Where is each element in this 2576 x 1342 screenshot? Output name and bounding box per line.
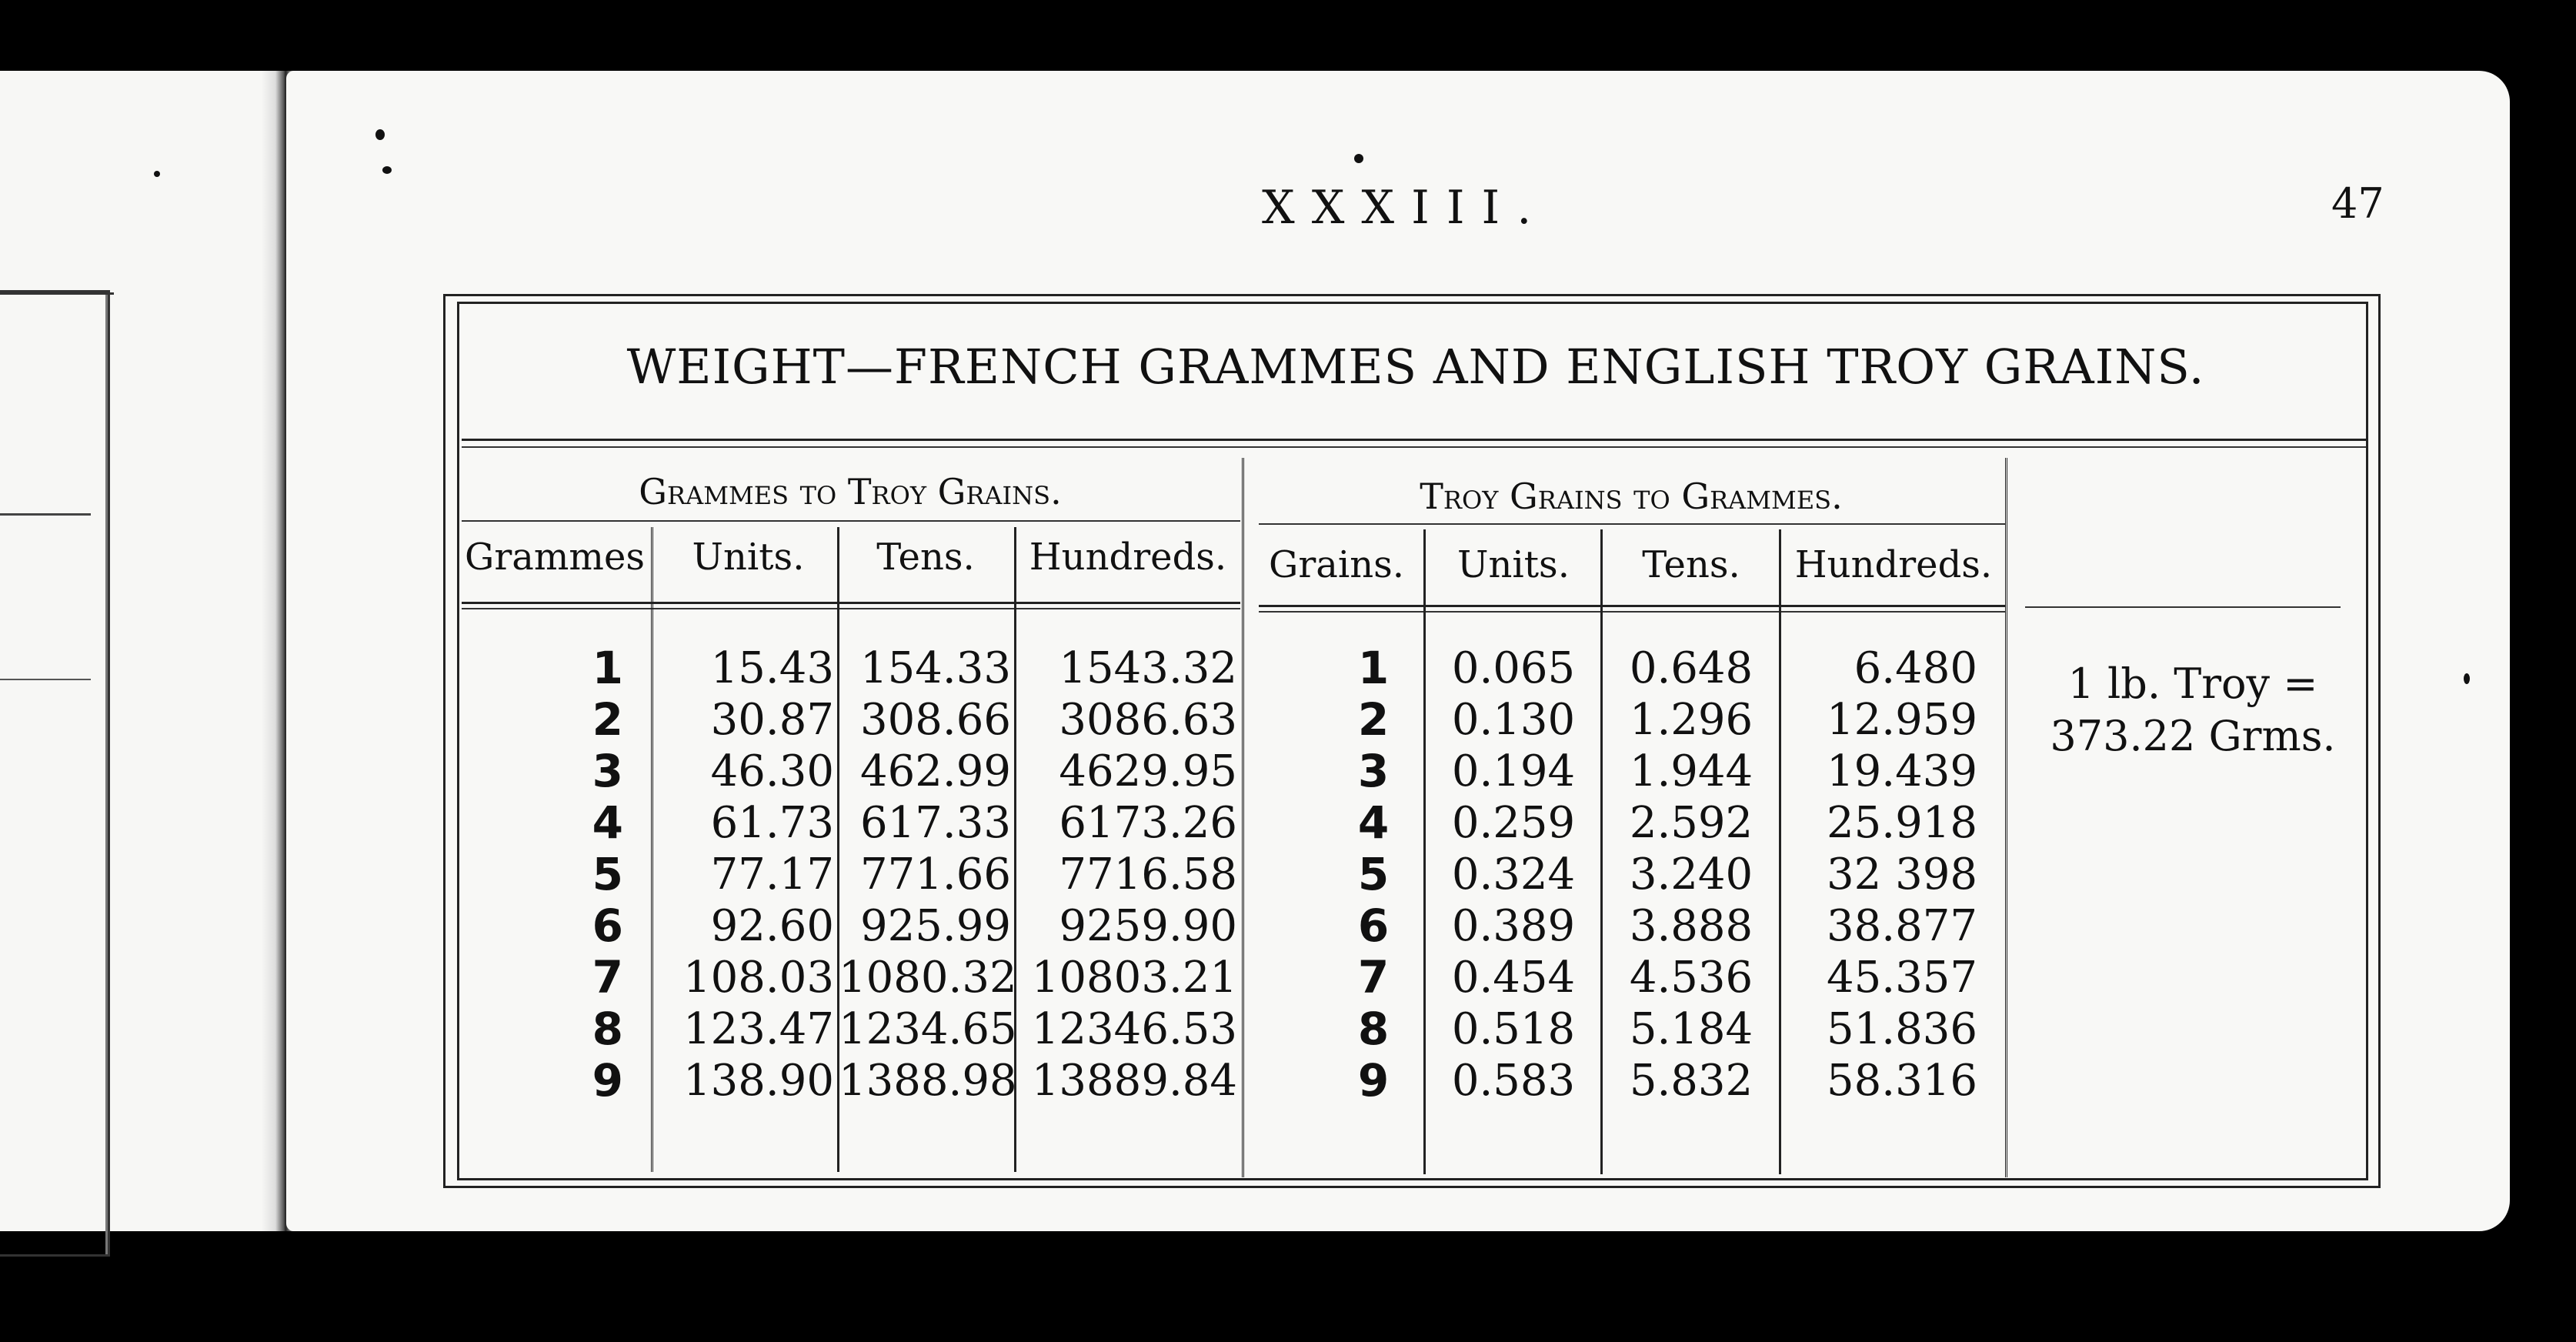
section-numeral: XXXIII. xyxy=(1262,181,1549,235)
row-index-cell: 5 xyxy=(592,848,623,900)
table-cell: 771.66 xyxy=(860,850,1011,900)
table-cell: 7716.58 xyxy=(1059,850,1237,900)
row-index-cell: 7 xyxy=(1357,951,1390,1003)
col-header-grammes: Grammes xyxy=(465,536,645,579)
table-cell: 925.99 xyxy=(860,901,1011,951)
row-index-cell: 4 xyxy=(592,796,623,849)
row-index-cell: 6 xyxy=(1357,900,1390,952)
table-cell: 30.87 xyxy=(710,695,834,745)
table-cell: 45.357 xyxy=(1827,953,1977,1003)
table-cell: 38.877 xyxy=(1827,901,1977,951)
table-cell: 0.518 xyxy=(1451,1004,1576,1054)
row-index-cell: 4 xyxy=(1357,796,1390,849)
column-divider xyxy=(1779,529,1781,1174)
group-title-grains-to-grammes: Troy Grains to Grammes. xyxy=(1420,476,1843,517)
table-cell: 61.73 xyxy=(710,798,834,848)
table-cell: 6173.26 xyxy=(1059,798,1237,848)
col-header-units: Units. xyxy=(1457,543,1570,586)
table-cell: 0.324 xyxy=(1451,850,1576,900)
column-header-rule xyxy=(1259,605,2005,607)
left-page-table-frame xyxy=(0,290,110,1257)
table-cell: 3.240 xyxy=(1629,850,1753,900)
table-cell: 1543.32 xyxy=(1059,643,1237,693)
row-index-cell: 2 xyxy=(592,693,623,746)
column-header-rule xyxy=(462,608,1240,609)
column-header-rule xyxy=(462,602,1240,604)
table-cell: 1.296 xyxy=(1629,695,1753,745)
table-cell: 12346.53 xyxy=(1031,1004,1237,1054)
table-cell: 0.583 xyxy=(1451,1056,1576,1106)
table-cell: 1388.98 xyxy=(839,1056,1017,1106)
group-title-grammes-to-grains: Grammes to Troy Grains. xyxy=(639,471,1062,512)
table-cell: 9259.90 xyxy=(1059,901,1237,951)
column-header-rule xyxy=(1259,611,2005,613)
row-index-cell: 2 xyxy=(1357,693,1390,746)
table-cell: 154.33 xyxy=(860,643,1011,693)
table-cell: 4.536 xyxy=(1629,953,1753,1003)
column-grammes xyxy=(462,643,623,1107)
table-cell: 0.194 xyxy=(1451,746,1576,796)
table-cell: 5.184 xyxy=(1629,1004,1753,1054)
table-cell: 6.480 xyxy=(1854,643,1977,693)
row-index-cell: 1 xyxy=(1357,642,1390,694)
table-cell: 3.888 xyxy=(1629,901,1753,951)
column-hundreds xyxy=(1784,643,1977,1107)
row-index-cell: 8 xyxy=(1357,1003,1390,1055)
table-cell: 13889.84 xyxy=(1031,1056,1237,1106)
table-cell: 1.944 xyxy=(1629,746,1753,796)
group-title-rule xyxy=(462,520,1240,522)
table-cell: 4629.95 xyxy=(1059,746,1237,796)
row-index-cell: 1 xyxy=(592,642,623,694)
page-number: 47 xyxy=(2331,179,2384,228)
column-tens xyxy=(839,643,1017,1107)
table-cell: 77.17 xyxy=(710,850,834,900)
table-cell: 0.389 xyxy=(1451,901,1576,951)
table-cell: 15.43 xyxy=(710,643,834,693)
column-units xyxy=(1428,643,1599,1107)
col-header-units: Units. xyxy=(692,536,805,579)
table-cell: 0.259 xyxy=(1451,798,1576,848)
column-grains xyxy=(1331,643,1416,1107)
table-cell: 10803.21 xyxy=(1031,953,1237,1003)
left-page-rule xyxy=(0,513,91,516)
scan-speck xyxy=(375,129,385,140)
table-cell: 5.832 xyxy=(1629,1056,1753,1106)
table-cell: 12.959 xyxy=(1827,695,1977,745)
col-header-hundreds: Hundreds. xyxy=(1029,536,1227,579)
table-cell: 2.592 xyxy=(1629,798,1753,848)
table-cell: 0.065 xyxy=(1451,643,1576,693)
left-page xyxy=(0,71,279,1231)
row-index-cell: 7 xyxy=(592,951,623,1003)
row-index-cell: 9 xyxy=(592,1054,623,1107)
scan-speck xyxy=(2464,673,2470,684)
section-divider xyxy=(2005,458,2014,1177)
table-cell: 46.30 xyxy=(710,746,834,796)
table-cell: 3086.63 xyxy=(1059,695,1237,745)
title-rule xyxy=(462,446,2366,448)
row-index-cell: 5 xyxy=(1357,848,1390,900)
column-tens xyxy=(1605,643,1777,1107)
scan-speck xyxy=(1354,154,1363,163)
table-title: WEIGHT—FRENCH GRAMMES AND ENGLISH TROY GRAINS. xyxy=(626,339,2205,395)
row-index-cell: 3 xyxy=(592,745,623,797)
table-cell: 308.66 xyxy=(860,695,1011,745)
table-cell: 1080.32 xyxy=(839,953,1017,1003)
column-hundreds xyxy=(1016,643,1237,1107)
table-cell: 462.99 xyxy=(860,746,1011,796)
col-header-tens: Tens. xyxy=(1642,543,1740,586)
col-header-tens: Tens. xyxy=(876,536,975,579)
table-cell: 51.836 xyxy=(1827,1004,1977,1054)
scan-speck xyxy=(382,166,392,174)
conversion-note-line1: 1 lb. Troy = xyxy=(2067,659,2318,708)
table-cell: 123.47 xyxy=(683,1004,834,1054)
table-cell: 32 398 xyxy=(1827,850,1977,900)
table-cell: 138.90 xyxy=(683,1056,834,1106)
table-cell: 58.316 xyxy=(1827,1056,1977,1106)
column-divider xyxy=(1600,529,1603,1174)
conversion-note xyxy=(2031,658,2354,763)
table-cell: 0.648 xyxy=(1629,643,1753,693)
table-cell: 0.454 xyxy=(1451,953,1576,1003)
table-cell: 1234.65 xyxy=(839,1004,1017,1054)
conversion-note-line2: 373.22 Grms. xyxy=(2050,712,2336,760)
row-index-cell: 8 xyxy=(592,1003,623,1055)
section-divider xyxy=(1242,458,1250,1177)
table-cell: 25.918 xyxy=(1827,798,1977,848)
column-units xyxy=(654,643,834,1107)
group-title-rule xyxy=(1259,523,2005,525)
row-index-cell: 9 xyxy=(1357,1054,1390,1107)
table-cell: 0.130 xyxy=(1451,695,1576,745)
column-divider xyxy=(1423,529,1426,1174)
col-header-grains: Grains. xyxy=(1268,543,1405,586)
row-index-cell: 6 xyxy=(592,900,623,952)
row-index-cell: 3 xyxy=(1357,745,1390,797)
scan-speck xyxy=(154,171,160,177)
table-cell: 92.60 xyxy=(710,901,834,951)
table-cell: 617.33 xyxy=(860,798,1011,848)
table-cell: 108.03 xyxy=(683,953,834,1003)
left-page-rule xyxy=(0,679,91,680)
column-header-rule xyxy=(2025,606,2341,608)
table-cell: 19.439 xyxy=(1827,746,1977,796)
title-rule xyxy=(462,439,2366,441)
col-header-hundreds: Hundreds. xyxy=(1794,543,1993,586)
